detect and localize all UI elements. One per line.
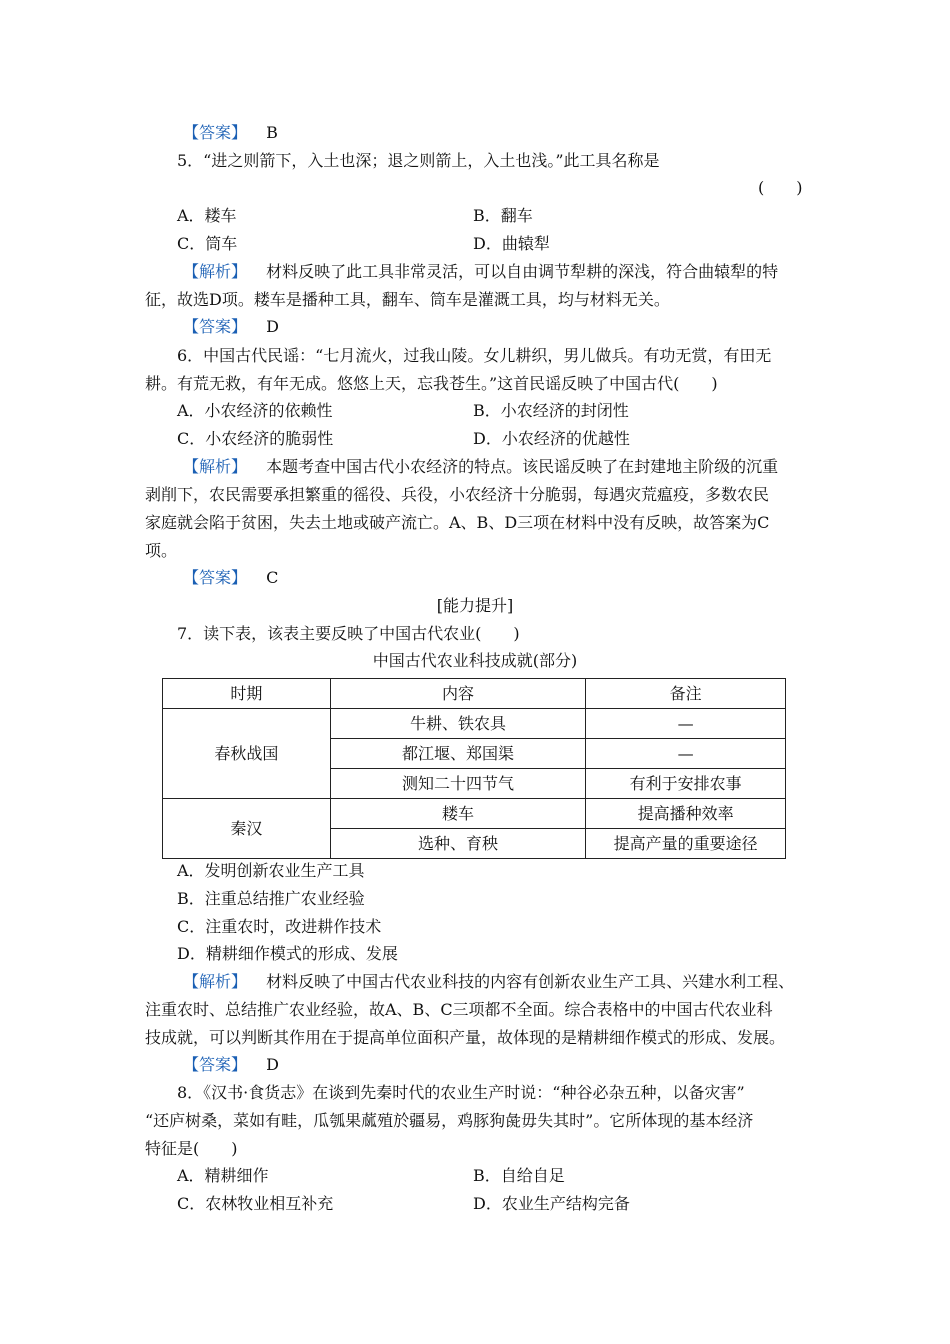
q6-answer-line xyxy=(183,568,278,588)
q5-analysis-line-1 xyxy=(183,262,778,282)
analysis-text: 本题考查中国古代小农经济的特点。该民谣反映了在封建地主阶级的沉重 xyxy=(266,457,779,476)
q5-stem: 5．“进之则箭下，入土也深；退之则箭上，入土也浅。”此工具名称是 xyxy=(177,151,660,170)
content-cell: 耧车 xyxy=(330,799,586,829)
q8-option-d: D．农业生产结构完备 xyxy=(473,1194,630,1213)
q7-analysis-line-2: 注重农时、总结推广农业经验，故A、B、C三项都不全面。综合表格中的中国古代农业科 xyxy=(145,1000,773,1019)
analysis-tag: 【解析】 xyxy=(183,457,248,476)
content-cell: 测知二十四节气 xyxy=(330,769,586,799)
q6-analysis-line-2: 剥削下，农民需要承担繁重的徭役、兵役，小农经济十分脆弱，每遇灾荒瘟疫，多数农民 xyxy=(145,485,770,504)
answer-value: C xyxy=(266,568,279,587)
analysis-text: 材料反映了此工具非常灵活，可以自由调节犁耕的深浅，符合曲辕犁的特 xyxy=(266,262,779,281)
q8-option-c: C．农林牧业相互补充 xyxy=(177,1194,334,1213)
q6-option-a: A．小农经济的依赖性 xyxy=(177,401,333,420)
q6-stem-line-1: 6．中国古代民谣：“七月流火，过我山陵。女儿耕织，男儿做兵。有功无赏，有田无 xyxy=(177,346,772,365)
note-cell: 有利于安排农事 xyxy=(586,769,786,799)
table-row xyxy=(163,709,786,739)
q5-option-d: D．曲辕犁 xyxy=(473,234,550,253)
q5-option-a: A．耧车 xyxy=(177,206,237,225)
q6-option-b: B．小农经济的封闭性 xyxy=(473,401,629,420)
content-cell: 选种、育秧 xyxy=(330,829,586,859)
q6-option-d: D．小农经济的优越性 xyxy=(473,429,630,448)
q5-option-c: C．筒车 xyxy=(177,234,238,253)
period-cell: 秦汉 xyxy=(163,799,331,859)
note-cell: 提高产量的重要途径 xyxy=(586,829,786,859)
q7-stem: 7．读下表，该表主要反映了中国古代农业( ) xyxy=(177,624,520,643)
q7-table-title: 中国古代农业科技成就(部分) xyxy=(372,651,578,670)
analysis-tag: 【解析】 xyxy=(183,972,248,991)
answer-tag: 【答案】 xyxy=(183,568,248,587)
q8-stem-line-1: 8．《汉书·食货志》在谈到先秦时代的农业生产时说：“种谷必杂五种，以备灾害” xyxy=(177,1083,745,1102)
answer-value: D xyxy=(266,317,279,336)
q6-analysis-line-3: 家庭就会陷于贫困，失去土地或破产流亡。A、B、D三项在材料中没有反映，故答案为C xyxy=(145,513,770,532)
answer-value: D xyxy=(266,1055,279,1074)
table-header-cell: 备注 xyxy=(586,679,786,709)
section-heading: [能力提升] xyxy=(436,596,514,615)
analysis-text: 材料反映了中国古代农业科技的内容有创新农业生产工具、兴建水利工程、 xyxy=(266,972,795,991)
q7-option-a: A．发明创新农业生产工具 xyxy=(177,861,365,880)
table-row xyxy=(163,799,786,829)
q6-stem-line-2: 耕。有荒无救，有年无成。悠悠上天，忘我苍生。”这首民谣反映了中国古代( ) xyxy=(145,374,718,393)
content-cell: 都江堰、郑国渠 xyxy=(330,739,586,769)
answer-tag: 【答案】 xyxy=(183,1055,248,1074)
q8-stem-line-2: “还庐树桑，菜如有畦，瓜瓠果蓏殖於疆易，鸡豚狗彘毋失其时”。它所体现的基本经济 xyxy=(145,1111,754,1130)
q5-answer-line xyxy=(183,317,279,337)
q4-answer-line xyxy=(183,123,278,143)
q7-answer-line xyxy=(183,1055,279,1075)
answer-tag: 【答案】 xyxy=(183,123,248,142)
q5-answer-paren: ( ) xyxy=(758,178,803,197)
q7-analysis-line-1 xyxy=(183,972,794,992)
note-cell: 提高播种效率 xyxy=(586,799,786,829)
note-cell: — xyxy=(586,709,786,739)
answer-value: B xyxy=(266,123,278,142)
table-header-cell: 内容 xyxy=(330,679,586,709)
q8-stem-line-3: 特征是( ) xyxy=(145,1139,238,1158)
agri-achievements-table xyxy=(162,678,786,859)
answer-tag: 【答案】 xyxy=(183,317,248,336)
analysis-tag: 【解析】 xyxy=(183,262,248,281)
q8-option-b: B．自给自足 xyxy=(473,1166,565,1185)
table-header-cell: 时期 xyxy=(163,679,331,709)
q8-option-a: A．精耕细作 xyxy=(177,1166,269,1185)
q6-analysis-line-4: 项。 xyxy=(145,541,178,560)
q7-option-d: D．精耕细作模式的形成、发展 xyxy=(177,944,398,963)
period-cell: 春秋战国 xyxy=(163,709,331,799)
q7-option-c: C．注重农时，改进耕作技术 xyxy=(177,917,382,936)
q5-analysis-line-2: 征，故选D项。耧车是播种工具，翻车、筒车是灌溉工具，均与材料无关。 xyxy=(145,290,670,309)
q5-option-b: B．翻车 xyxy=(473,206,533,225)
q7-option-b: B．注重总结推广农业经验 xyxy=(177,889,365,908)
q7-analysis-line-3: 技成就，可以判断其作用在于提高单位面积产量，故体现的是精耕细作模式的形成、发展。 xyxy=(145,1028,786,1047)
content-cell: 牛耕、铁农具 xyxy=(330,709,586,739)
table-header-row xyxy=(163,679,786,709)
note-cell: — xyxy=(586,739,786,769)
q6-analysis-line-1 xyxy=(183,457,778,477)
q6-option-c: C．小农经济的脆弱性 xyxy=(177,429,334,448)
